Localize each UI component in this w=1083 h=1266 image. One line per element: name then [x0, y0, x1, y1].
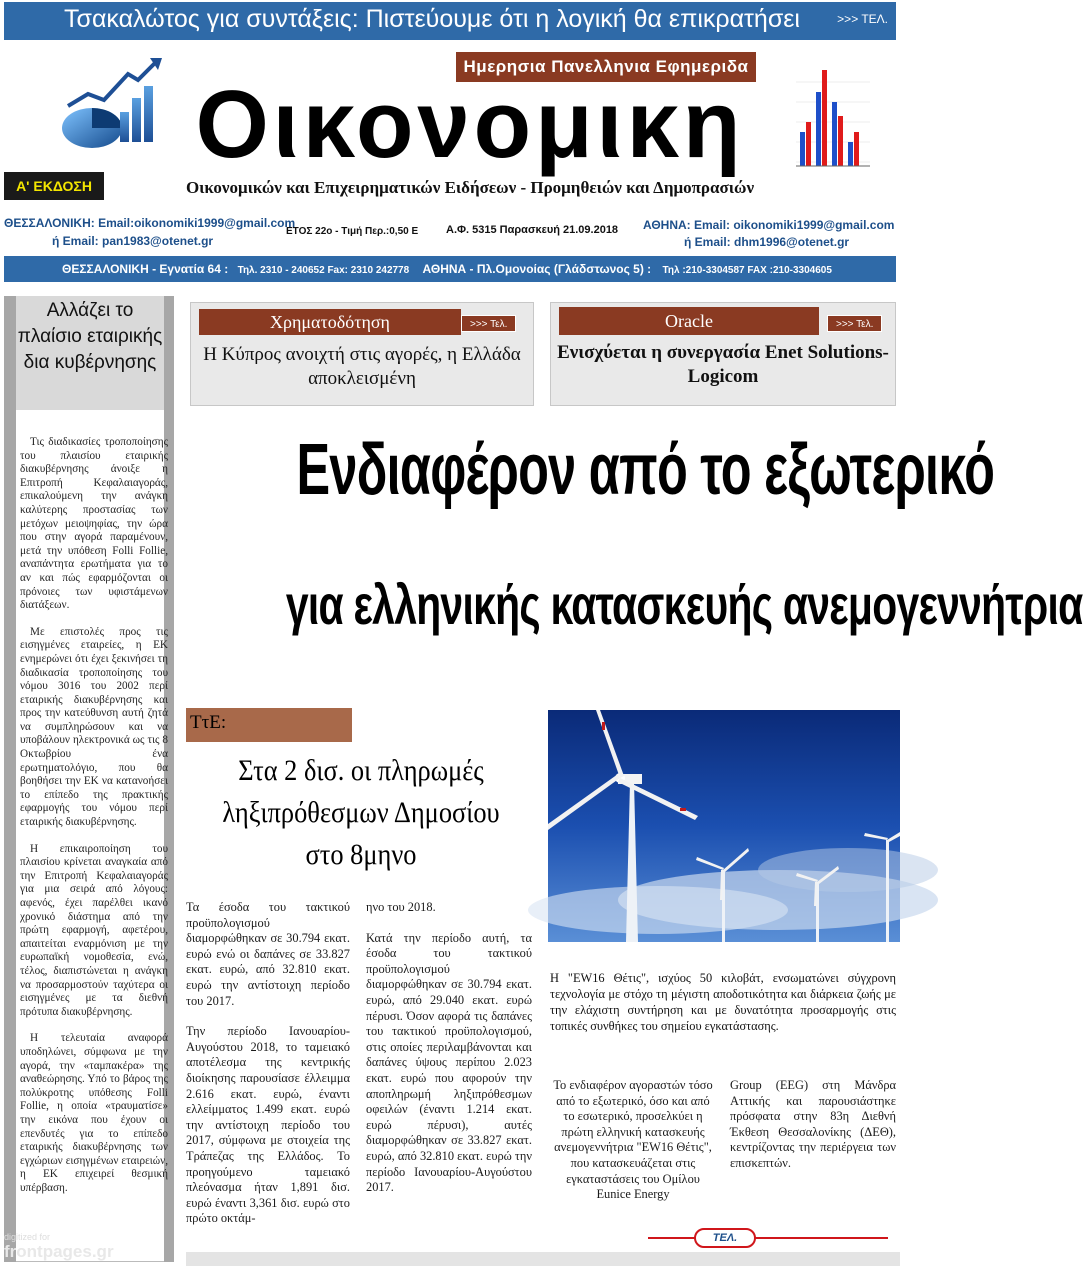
- bar-chart-icon: [786, 62, 872, 174]
- sidebar-border-left: [4, 296, 16, 1262]
- thessaloniki-address: ΘΕΣΣΑΛΟΝΙΚΗ - Εγνατία 64 :: [62, 262, 229, 276]
- thessaloniki-email[interactable]: ΘΕΣΣΑΛΟΝΙΚΗ: Email:oikonomiki1999@gmail.com: [4, 216, 296, 230]
- top-banner-more-link[interactable]: >>> ΤΕΛ.: [837, 12, 888, 26]
- tte-paragraph: ηνο του 2018.: [366, 900, 436, 914]
- watermark: [4, 1232, 114, 1262]
- main-headline-line2[interactable]: για ελληνικής κατασκευής ανεμογεννήτρια: [285, 573, 1083, 636]
- athens-phone: Τηλ :210-3304587 FAX :210-3304605: [662, 265, 832, 276]
- watermark-line2: frontpages.gr: [4, 1242, 114, 1261]
- tte-paragraph: Κατά την περίοδο αυτή, τα έσοδα του τακτικού προϋπολογισμού διαμορφώθηκαν σε 30.794 εκατ. ευρώ, από 29.040 εκατ. ευρώ πέρυσι. Όσον αφορά τις δαπάνες του τακτικού προϋπολογισμού, στις οποίες περιλαμβάνονται και δαπάνες ύψους περίπου 2.023 εκατ. ευρώ που αφορούν την αποπληρωμή ληξιπρόθεσμων οφειλών (έναντι 1.214 εκατ. ευρώ πέρυσι), αυτές διαμορφώθηκαν σε 33.827 εκατ. ευρώ, από 32.810 εκατ. ευρώ την περίοδο Ιανουαρίου-Αυγούστου 2017.: [366, 930, 532, 1195]
- sidebar-article: [20, 436, 168, 1262]
- tte-paragraph: Την περίοδο Ιανουαρίου-Αυγούστου 2018, το ταμειακό αποτέλεσμα της κεντρικής διοίκησης παρουσίασε έλλειμμα 2.616 εκατ. ευρώ, έναντι ελλείμματος 1.499 εκατ. ευρώ την αντίστοιχη περίοδο του 2017, σύμφωνα με στοιχεία της Τράπεζας της Ελλάδος. Το προηγούμενο ταμειακό πλεόνασμα ήταν 1,891 δισ. ευρώ έναντι 3,361 δισ. ευρώ στο πρώτο οκτάμ-: [186, 1024, 350, 1226]
- wind-article-paragraph: Group (EEG) στη Μάνδρα Αττικής και παρουσιάστηκε πρόσφατα στην 83η Διεθνή Έκθεση Θεσσαλονίκης (ΔΕΘ), κεντρίζοντας την περιέργεια των επισκεπτών.: [730, 1078, 896, 1170]
- top-banner-headline[interactable]: Τσακαλώτος για συντάξεις: Πιστεύουμε ότι η λογική θα επικρατήσει: [64, 5, 800, 33]
- bottom-band: [186, 1252, 900, 1266]
- wind-article-paragraph: Το ενδιαφέρον αγοραστών τόσο από το εξωτερικό, όσο και από το εσωτερικό, προσελκύει η πρώτη ελληνική κατασκευής ανεμογεννήτρια "EW16 Θέτις", που κατασκευάζεται στις εγκαταστάσεις του Ομίλου Eunice Energy: [553, 1078, 713, 1202]
- news-box-category: Χρηματοδότηση: [199, 309, 461, 335]
- athens-address: ΑΘΗΝΑ - Πλ.Ομονοίας (Γλάδστωνος 5) :: [422, 262, 652, 276]
- athens-email-alt[interactable]: ή Email: dhm1996@otenet.gr: [684, 235, 850, 249]
- sidebar-title[interactable]: Αλλάζει το πλαίσιο εταιρικής δια κυβέρνησης: [16, 296, 164, 410]
- tel-divider: [648, 1237, 888, 1239]
- news-box-more-link[interactable]: >>> Τελ.: [827, 315, 882, 332]
- news-box-more-link[interactable]: >>> Τελ.: [461, 315, 516, 332]
- tte-headline[interactable]: Στα 2 δισ. οι πληρωμές ληξιπρόθεσμων Δημοσίου στο 8μηνο: [222, 754, 500, 871]
- athens-email[interactable]: ΑΘΗΝΑ: Email: oikonomiki1999@gmail.com: [643, 218, 895, 232]
- photo-caption: Η "EW16 Θέτις", ισχύος 50 κιλοβάτ, ενσωματώνει σύγχρονη τεχνολογία με στόχο τη μέγιστη αποδοτικότητα και διάρκεια ζωής με την ελάχιστη συντήρηση και με δυνατότητα προσαρμογής στις τοπικές συνθήκες του σημείου εγκατάστασης.: [550, 971, 896, 1033]
- growth-chart-icon: [58, 56, 168, 156]
- main-headline-line1[interactable]: Ενδιαφέρον από το εξωτερικό: [296, 430, 995, 510]
- tte-column-2: [366, 900, 532, 1266]
- sidebar-paragraph: Με επιστολές προς τις εισηγμένες εταιρείες, η ΕΚ ενημερώνει ότι έχει ξεκινήσει τη διαδικασία τροποποίησης του νόμου 3016 του 2002 περί εταιρικής διακυβέρνησης και προς την κατεύθυνση αυτή ζητά να συμπληρώσουν και να υποβάλουν ηλεκτρονικά ως τις 8 Οκτωβρίου ένα ερωτηματολόγιο, που θα βοηθήσει την ΕΚ να κατανοήσει το επίπεδο της πρακτικής εφαρμογής του νόμου περί εταιρικής διακυβέρνησης.: [20, 625, 168, 829]
- tte-label: ΤτΕ:: [186, 708, 352, 742]
- wind-article-more-link[interactable]: ΤΕΛ.: [694, 1228, 756, 1248]
- news-box-oracle[interactable]: [550, 302, 896, 406]
- sidebar-paragraph: Η τελευταία αναφορά υποδηλώνει, σύμφωνα με την αγορά, την «ταμπακέρα» της αναθεώρησης. Υπό το βάρος της πολύκροτης υπόθεσης Folli Follie, η οποία «τραυματίσε» την εικόνα που έχουν οι επενδυτές για το επίπεδο εταιρικής διακυβέρνησης των εγχώριων εισηγμένων εταιρειών, η ΕΚ επιχειρεί θεσμική υπέρβαση.: [20, 1032, 168, 1194]
- newspaper-logo[interactable]: Οικονομικη: [195, 71, 745, 178]
- wind-article-column-2: [730, 1078, 896, 1208]
- issue-info: Α.Φ. 5315 Παρασκευή 21.09.2018: [446, 224, 619, 236]
- thessaloniki-phone: Τηλ. 2310 - 240652 Fax: 2310 242778: [237, 265, 410, 276]
- wind-article-column-1: [550, 1078, 716, 1208]
- sidebar-paragraph: Η επικαιροποίηση του πλαισίου κρίνεται αναγκαία από την Επιτροπή Κεφαλαιαγοράς για μια σειρά από λόγους: αφενός, έχει παρέλθει ικανό χρονικό διάστημα από την πρώτη εφαρμογή, αφετέρου, απαιτείται εναρμόνιση με την ευρωπαϊκή νομοθεσία, ενώ, τέλος, διαπιστώνεται η ανάγκη να προσαρμοστούν ταχύτερα οι εισηγμένες με τα διεθνή πρότυπα διακυβέρνησης.: [20, 842, 168, 1018]
- watermark-line1: digitized for: [4, 1232, 51, 1242]
- news-box-headline[interactable]: Ενισχύεται η συνεργασία Enet Solutions-Logicom: [557, 342, 889, 387]
- sidebar-paragraph: Τις διαδικασίες τροποποίησης του πλαισίου εταιρικής διακυβέρνησης άνοιξε η Επιτροπή Κεφαλαιαγοράς, επικαλούμενη την ανάγκη καλύτερης προστασίας των μετόχων μειοψηφίας, την ώρα που στην αγορά παραμένουν, μετά την υπόθεση Folli Follie, αναπάντητα ερωτήματα για το αν και πώς εφαρμόζονται οι πρόνοιες των υφιστάμενων διατάξεων.: [20, 436, 168, 612]
- wind-turbine-photo: [548, 710, 900, 942]
- top-banner[interactable]: [4, 2, 896, 40]
- year-price: ΕΤΟΣ 22ο - Τιμή Περ.:0,50 Ε: [286, 226, 419, 237]
- news-box-headline[interactable]: Η Κύπρος ανοιχτή στις αγορές, η Ελλάδα αποκλεισμένη: [203, 344, 521, 389]
- tte-paragraph: Τα έσοδα του τακτικού προϋπολογισμού διαμορφώθηκαν σε 30.794 εκατ. ευρώ ενώ οι δαπάνες σε 33.827 εκατ. ευρώ, από 32.810 εκατ. ευρώ την αντίστοιχη περίοδο του 2017.: [186, 900, 350, 1008]
- edition-badge: Α' ΕΚΔΟΣΗ: [4, 172, 104, 200]
- news-box-category: Oracle: [559, 307, 819, 335]
- masthead-subtitle: Ημερησια Πανελληνια Εφημεριδα: [456, 52, 756, 82]
- thessaloniki-email-alt[interactable]: ή Email: pan1983@otenet.gr: [52, 234, 214, 248]
- tte-column-1: [186, 900, 350, 1266]
- address-bar: [4, 256, 896, 282]
- news-box-financing[interactable]: [190, 302, 534, 406]
- masthead-tagline: Οικονομικών και Επιχειρηματικών Ειδήσεων - Προμηθειών και Δημοπρασιών: [185, 178, 755, 197]
